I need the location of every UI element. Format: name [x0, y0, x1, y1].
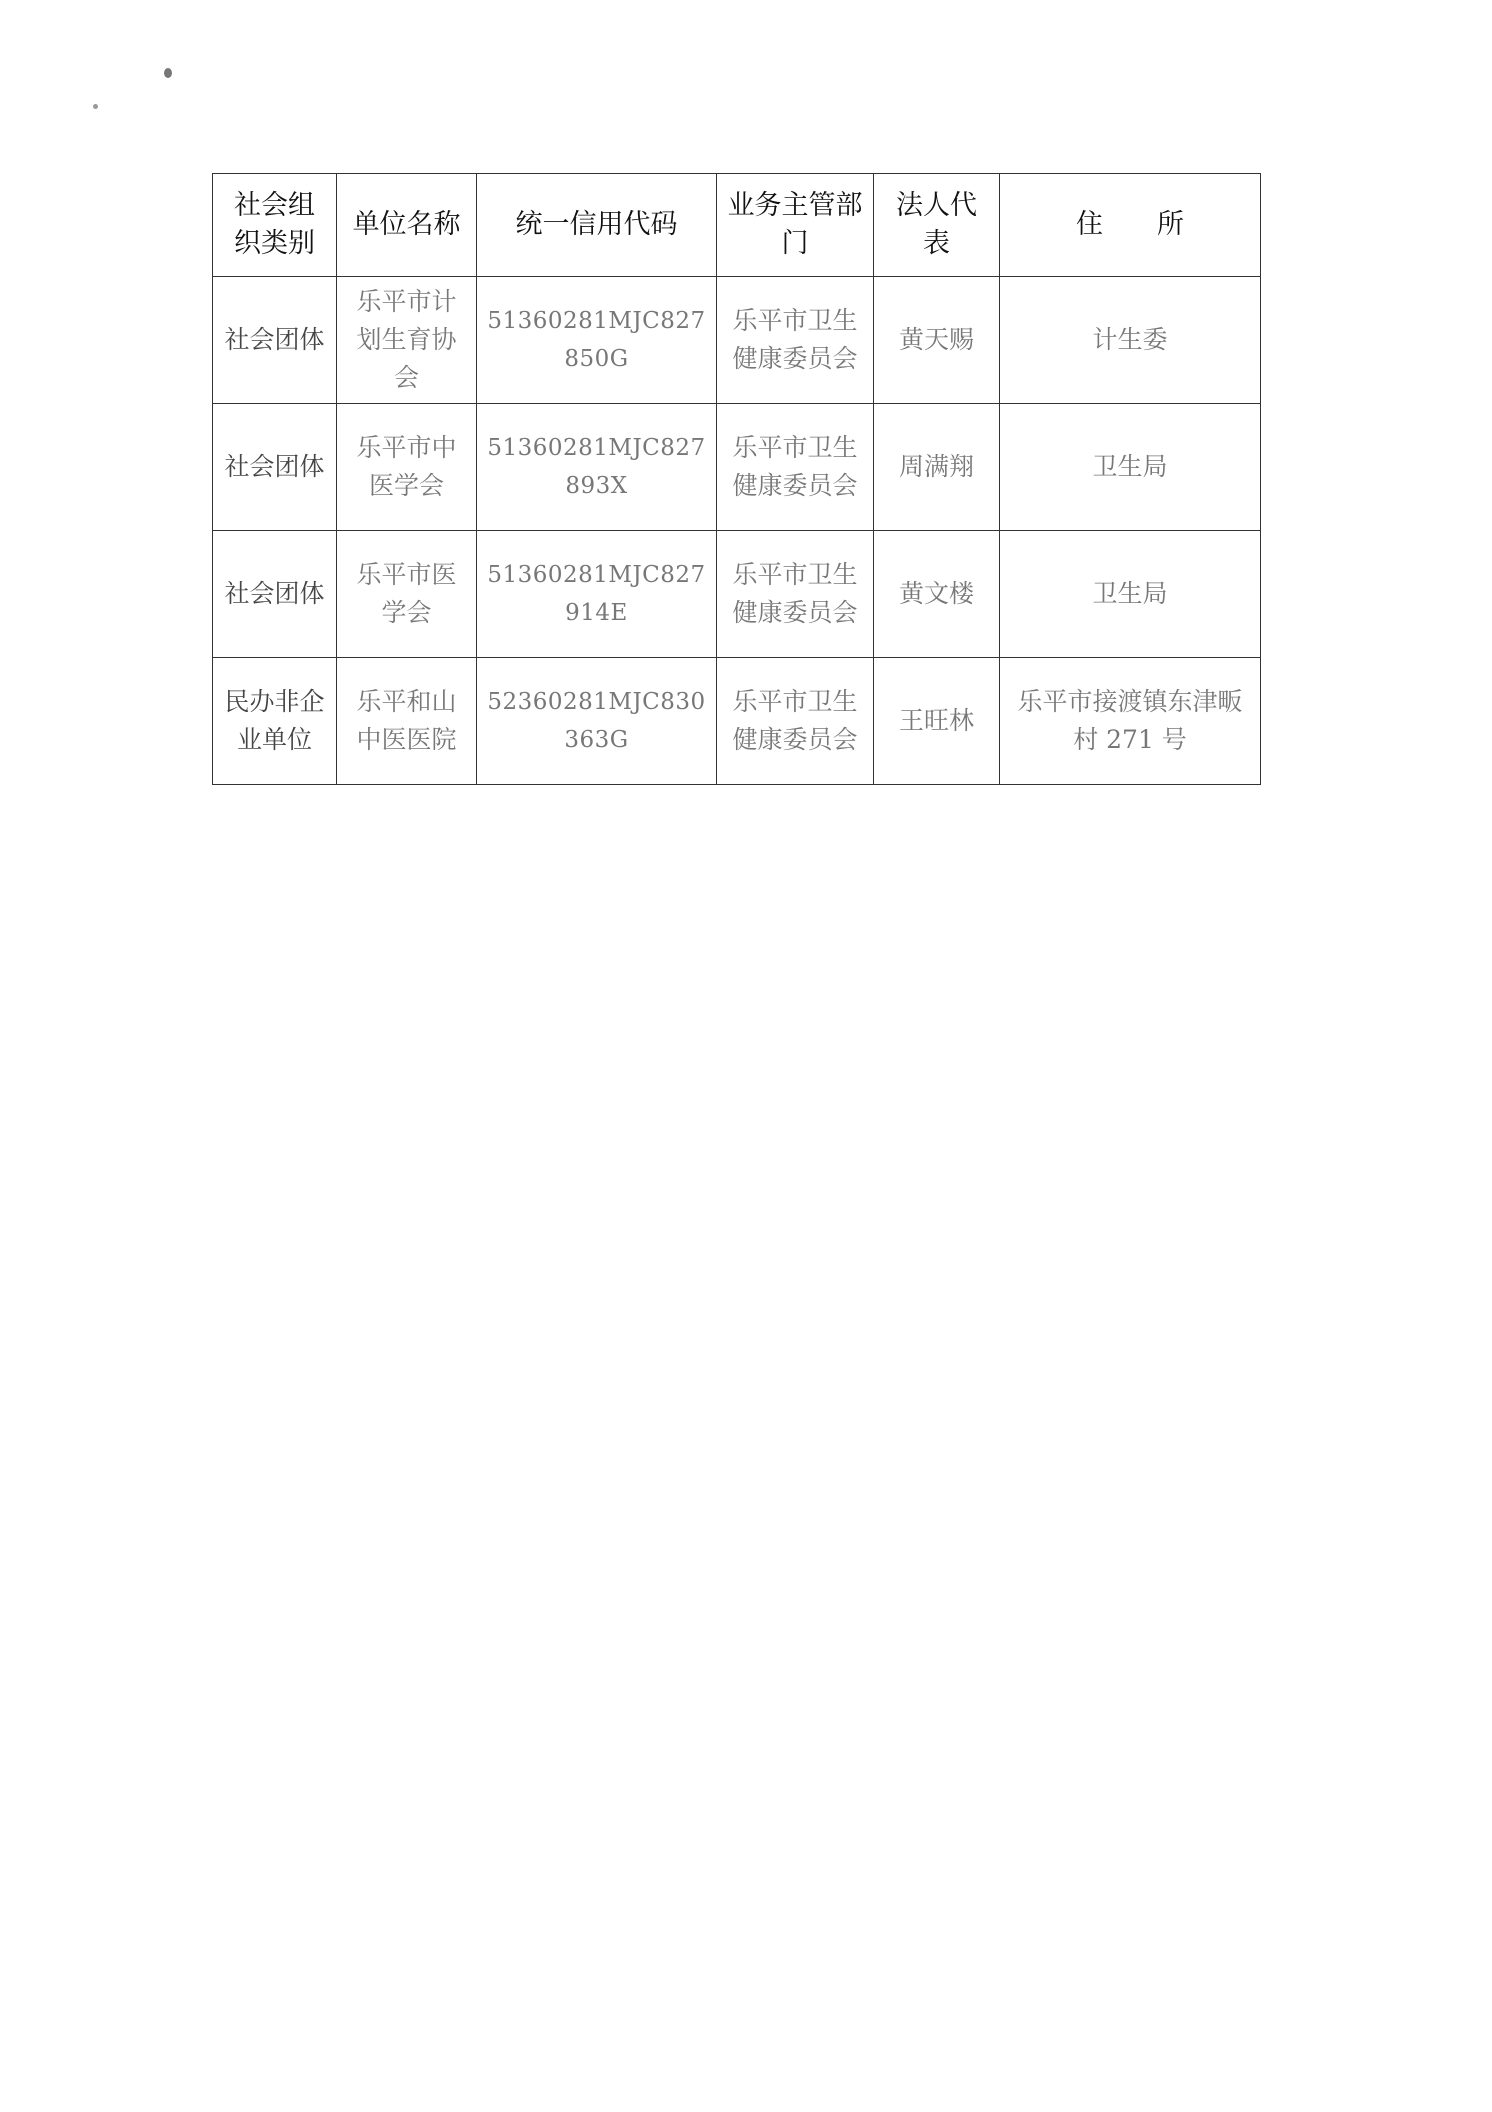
header-code: 统一信用代码: [477, 174, 717, 277]
cell-name: 乐平市医学会: [337, 531, 477, 658]
cell-type: 社会团体: [213, 531, 337, 658]
table-row: [213, 404, 1261, 531]
header-type: 社会组织类别: [213, 174, 337, 277]
cell-code: 52360281MJC830363G: [477, 658, 717, 785]
cell-type: 社会团体: [213, 404, 337, 531]
table-row: [213, 277, 1261, 404]
table-row: [213, 531, 1261, 658]
scan-speck: [164, 68, 172, 78]
cell-dept: 乐平市卫生健康委员会: [717, 658, 874, 785]
cell-dept: 乐平市卫生健康委员会: [717, 531, 874, 658]
cell-dept: 乐平市卫生健康委员会: [717, 404, 874, 531]
cell-address: 卫生局: [1000, 404, 1261, 531]
cell-address: 卫生局: [1000, 531, 1261, 658]
cell-name: 乐平和山中医医院: [337, 658, 477, 785]
cell-name: 乐平市计划生育协会: [337, 277, 477, 404]
table-header-row: [213, 174, 1261, 277]
cell-legal: 黄文楼: [874, 531, 1000, 658]
cell-legal: 王旺林: [874, 658, 1000, 785]
social-organization-table: [212, 173, 1261, 785]
cell-address: 计生委: [1000, 277, 1261, 404]
cell-address: 乐平市接渡镇东津畈村 271 号: [1000, 658, 1261, 785]
cell-code: 51360281MJC827850G: [477, 277, 717, 404]
cell-code: 51360281MJC827893X: [477, 404, 717, 531]
cell-type: 民办非企业单位: [213, 658, 337, 785]
cell-legal: 周满翔: [874, 404, 1000, 531]
cell-name: 乐平市中医学会: [337, 404, 477, 531]
header-name: 单位名称: [337, 174, 477, 277]
header-address: 住 所: [1000, 174, 1261, 277]
cell-dept: 乐平市卫生健康委员会: [717, 277, 874, 404]
cell-type: 社会团体: [213, 277, 337, 404]
cell-legal: 黄天赐: [874, 277, 1000, 404]
scan-speck: [93, 104, 98, 109]
table-row: [213, 658, 1261, 785]
cell-code: 51360281MJC827914E: [477, 531, 717, 658]
header-dept: 业务主管部门: [717, 174, 874, 277]
header-legal: 法人代表: [874, 174, 1000, 277]
